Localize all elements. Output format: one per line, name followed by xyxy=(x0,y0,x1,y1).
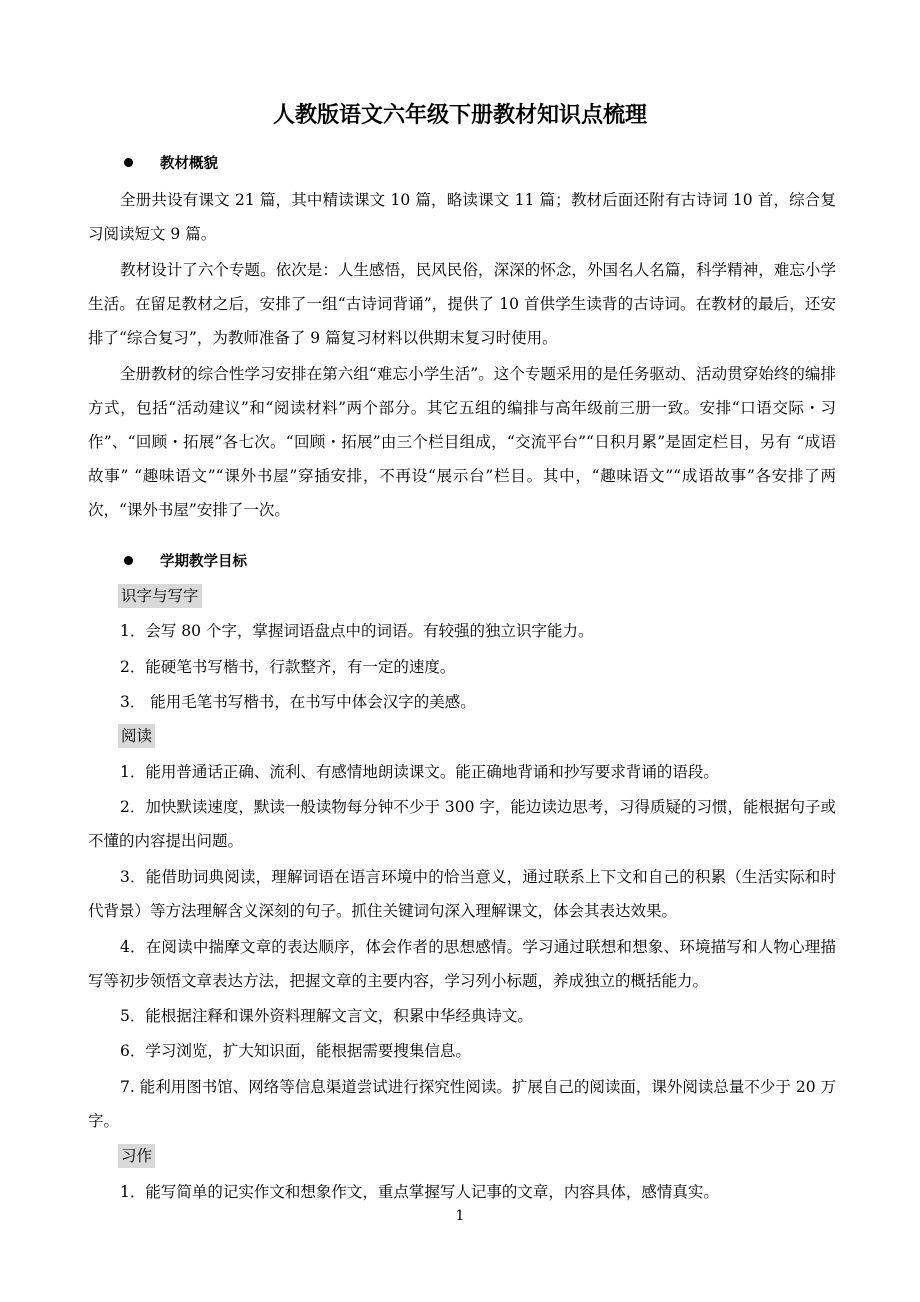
list-item: 4．在阅读中揣摩文章的表达顺序，体会作者的思想感情。学习通过联想和想象、环境描写和人物心理描写等初步领悟文章表达方法，把握文章的主要内容，学习列小标题，养成独立的概括能力。 xyxy=(88,938,836,990)
bullet-icon xyxy=(124,158,133,167)
section-heading-overview xyxy=(124,152,218,173)
list-item: 5．能根据注释和课外资料理解文言文，积累中华经典诗文。 xyxy=(120,1007,533,1025)
section-heading-label: 教材概貌 xyxy=(160,156,218,172)
overview-paragraph-1: 全册共设有课文 21 篇，其中精读课文 10 篇，略读课文 11 篇；教材后面还附有古诗词 10 首，综合复习阅读短文 9 篇。 xyxy=(88,191,836,243)
page-title: 人教版语文六年级下册教材知识点梳理 xyxy=(272,103,647,128)
page-number: 1 xyxy=(455,1208,465,1224)
list-item: 3．能借助词典阅读，理解词语在语言环境中的恰当意义，通过联系上下文和自己的积累（生活实际和时代背景）等方法理解含义深刻的句子。抓住关键词句深入理解课文，体会其表达效果。 xyxy=(88,868,836,920)
list-item: 2．能硬笔书写楷书，行款整齐，有一定的速度。 xyxy=(120,658,456,676)
bullet-icon xyxy=(124,556,133,565)
overview-paragraph-3: 全册教材的综合性学习安排在第六组“难忘小学生活”。这个专题采用的是任务驱动、活动贯穿始终的编排方式，包括“活动建议”和“阅读材料”两个部分。其它五组的编排与高年级前三册一致。安排“口语交际・习作”、“回顾・拓展”各七次。“回顾・拓展”由三个栏目组成，“交流平台”“日积月累”是固定栏目，另有 “成语故事” “趣味语文”“课外书屋”穿插安排，不再设“展示台”栏目。其中，“趣味语文”“成语故事”各安排了两次，“课外书屋”安排了一次。 xyxy=(88,365,836,519)
list-item: 7. 能利用图书馆、网络等信息渠道尝试进行探究性阅读。扩展自己的阅读面，课外阅读总量不少于 20 万字。 xyxy=(88,1078,836,1130)
subsection-label-writing: 习作 xyxy=(118,1144,155,1168)
list-item: 3． 能用毛笔书写楷书，在书写中体会汉字的美感。 xyxy=(120,693,476,711)
list-item: 1．能用普通话正确、流利、有感情地朗读课文。能正确地背诵和抄写要求背诵的语段。 xyxy=(120,763,719,781)
subsection-label-literacy: 识字与写字 xyxy=(118,584,202,608)
list-item: 6．学习浏览，扩大知识面，能根据需要搜集信息。 xyxy=(120,1042,471,1060)
list-item: 1．能写简单的记实作文和想象作文，重点掌握写人记事的文章，内容具体，感情真实。 xyxy=(120,1183,719,1201)
overview-paragraph-2: 教材设计了六个专题。依次是：人生感悟，民风民俗，深深的怀念，外国名人名篇，科学精神，难忘小学生活。在留足教材之后，安排了一组“古诗词背诵”，提供了 10 首供学生读背的古诗词。在教材的最后，还安排了“综合复习”，为教师准备了 9 篇复习材料以供期末复习时使用。 xyxy=(88,261,836,347)
subsection-label-reading: 阅读 xyxy=(118,724,155,748)
section-heading-label: 学期教学目标 xyxy=(160,554,247,570)
section-heading-goals xyxy=(124,550,247,571)
list-item: 2．加快默读速度，默读一般读物每分钟不少于 300 字，能边读边思考，习得质疑的习惯，能根据句子或不懂的内容提出问题。 xyxy=(88,798,836,850)
list-item: 1．会写 80 个字，掌握词语盘点中的词语。有较强的独立识字能力。 xyxy=(120,622,594,640)
